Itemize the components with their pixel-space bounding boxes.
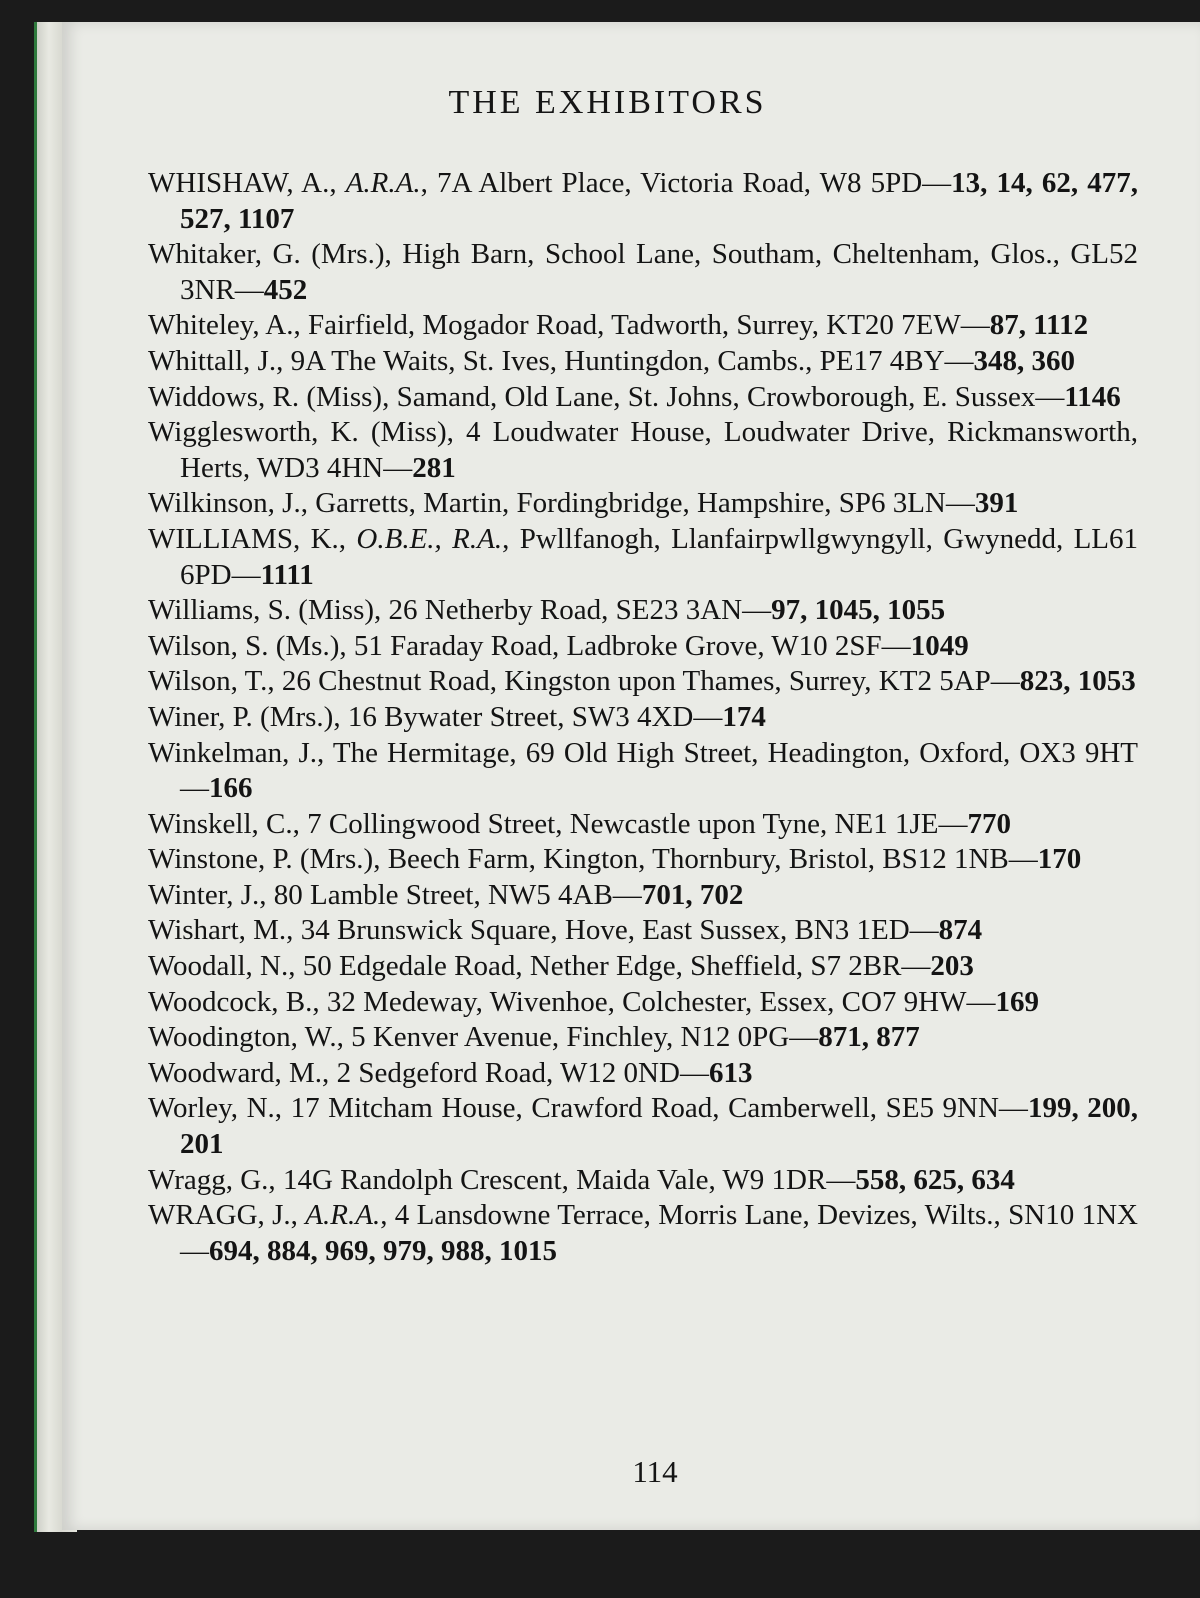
catalogue-numbers: 199, 200, 201 [180, 1092, 1139, 1161]
exhibitor-address: Garretts, Martin, Fordingbridge, Hampshire, SP6 3LN— [315, 487, 975, 520]
catalogue-numbers: 770 [967, 807, 1011, 840]
exhibitor-name: Whittall, J., [148, 344, 291, 377]
catalogue-numbers: 87, 1112 [989, 309, 1089, 342]
exhibitor-name: WHISHAW, A., [148, 167, 346, 199]
exhibitor-entry [148, 842, 1138, 878]
exhibitor-entry [148, 380, 1138, 416]
exhibitor-address: 7 Collingwood Street, Newcastle upon Tyne, NE1 1JE— [307, 807, 968, 840]
exhibitor-name: WILLIAMS, K., [148, 522, 357, 555]
exhibitor-entry [148, 878, 1138, 914]
catalogue-numbers: 871, 877 [818, 1021, 920, 1054]
exhibitor-address: 2 Sedgeford Road, W12 0ND— [336, 1056, 709, 1089]
exhibitor-entry [148, 1198, 1138, 1269]
exhibitor-name: Wilkinson, J., [148, 487, 316, 520]
exhibitor-entry [148, 415, 1138, 486]
catalogue-numbers: 1049 [910, 629, 969, 662]
exhibitor-address: 34 Brunswick Square, Hove, East Sussex, BN3 1ED— [300, 914, 939, 947]
exhibitor-name: Whiteley, A., [148, 309, 308, 342]
catalogue-numbers: 391 [974, 487, 1019, 520]
exhibitor-name: Wragg, G., [148, 1163, 283, 1196]
catalogue-numbers: 281 [412, 451, 456, 484]
catalogue-numbers: 174 [722, 700, 766, 733]
exhibitor-entry [148, 522, 1138, 593]
exhibitor-address: 26 Chestnut Road, Kingston upon Thames, Surrey, KT2 5AP— [281, 665, 1020, 698]
catalogue-numbers: 203 [930, 950, 974, 983]
exhibitor-address: Fairfield, Mogador Road, Tadworth, Surrey, KT20 7EW— [308, 309, 990, 342]
exhibitor-address: 51 Faraday Road, Ladbroke Grove, W10 2SF— [353, 629, 911, 662]
exhibitor-name: Woodington, W., [148, 1021, 352, 1054]
page-heading: THE EXHIBITORS [448, 84, 767, 121]
exhibitor-entry [148, 1020, 1138, 1056]
catalogue-numbers: 558, 625, 634 [855, 1163, 1015, 1196]
catalogue-numbers: 348, 360 [973, 344, 1076, 377]
exhibitor-entry [148, 1163, 1138, 1199]
catalogue-numbers: 97, 1045, 1055 [771, 594, 946, 627]
catalogue-numbers: 701, 702 [641, 878, 744, 911]
exhibitor-address: 16 Bywater Street, SW3 4XD— [347, 700, 723, 733]
exhibitor-entry [148, 308, 1138, 344]
catalogue-numbers: 452 [263, 273, 308, 306]
exhibitor-entry [148, 486, 1138, 522]
exhibitor-list [148, 166, 1138, 1269]
exhibitor-name: Woodall, N., [148, 950, 303, 983]
exhibitor-name: Winter, J., [148, 878, 274, 911]
exhibitor-entry [148, 593, 1138, 629]
exhibitor-address: 5 Kenver Avenue, Finchley, N12 0PG— [351, 1021, 819, 1054]
exhibitor-address: 4 Loudwater House, Loudwater Drive, Rickmansworth, Herts, WD3 4HN— [180, 416, 1138, 484]
exhibitor-name: Whitaker, G. (Mrs.), [148, 238, 403, 271]
exhibitor-entry [148, 985, 1138, 1021]
exhibitor-address: High Barn, School Lane, Southam, Cheltenham, Glos., GL52 3NR— [180, 238, 1138, 306]
exhibitor-entry [148, 736, 1138, 807]
exhibitor-entry [148, 344, 1138, 380]
catalogue-numbers: 166 [209, 772, 253, 805]
exhibitor-honors: A.R.A. [305, 1199, 381, 1232]
exhibitor-name: Woodward, M., [148, 1056, 337, 1089]
exhibitor-entry [148, 1056, 1138, 1092]
exhibitor-address: , Pwllfanogh, Llanfairpwllgwyngyll, Gwynedd, LL61 6PD— [180, 522, 1139, 591]
exhibitor-entry [148, 664, 1138, 700]
exhibitor-entry [148, 237, 1138, 308]
exhibitor-honors: O.B.E., R.A. [356, 522, 503, 555]
catalogue-numbers: 613 [708, 1056, 753, 1089]
exhibitor-address: 14G Randolph Crescent, Maida Vale, W9 1DR— [282, 1163, 856, 1196]
exhibitor-entry [148, 913, 1138, 949]
exhibitor-address: , 7A Albert Place, Victoria Road, W8 5PD— [420, 167, 952, 199]
exhibitor-entry [148, 166, 1138, 237]
exhibitor-entry [148, 1091, 1138, 1162]
page-number: 114 [632, 1454, 678, 1489]
exhibitor-address: Beech Farm, Kington, Thornbury, Bristol, BS12 1NB— [387, 843, 1038, 876]
exhibitor-address: Samand, Old Lane, St. Johns, Crowborough, E. Sussex— [396, 380, 1065, 413]
exhibitor-name: Wilson, S. (Ms.), [148, 629, 354, 662]
catalogue-numbers: 694, 884, 969, 979, 988, 1015 [209, 1234, 557, 1267]
exhibitor-entry [148, 629, 1138, 665]
exhibitor-address: , 4 Lansdowne Terrace, Morris Lane, Devizes, Wilts., SN10 1NX— [180, 1199, 1138, 1267]
exhibitor-honors: A.R.A. [345, 167, 421, 199]
catalogue-numbers: 169 [995, 985, 1039, 1018]
exhibitor-name: Winstone, P. (Mrs.), [148, 843, 388, 876]
catalogue-numbers: 823, 1053 [1019, 665, 1136, 698]
exhibitor-name: Wilson, T., [148, 665, 282, 698]
exhibitor-address: 17 Mitcham House, Crawford Road, Camberwell, SE5 9NN— [290, 1092, 1028, 1125]
exhibitor-name: Wishart, M., [148, 914, 301, 947]
catalogue-numbers: 874 [938, 914, 983, 947]
exhibitor-address: 80 Lamble Street, NW5 4AB— [273, 878, 642, 911]
exhibitor-entry [148, 700, 1138, 736]
exhibitor-name: Woodcock, B., [148, 985, 327, 1018]
exhibitor-address: 9A The Waits, St. Ives, Huntingdon, Cambs., PE17 4BY— [290, 344, 974, 377]
exhibitor-name: WRAGG, J., [148, 1199, 306, 1232]
catalogue-numbers: 170 [1037, 843, 1082, 876]
exhibitor-address: The Hermitage, 69 Old High Street, Headington, Oxford, OX3 9HT— [180, 736, 1139, 805]
exhibitor-name: Widdows, R. (Miss), [148, 380, 397, 413]
catalogue-numbers: 1146 [1064, 380, 1121, 413]
catalogue-numbers: 13, 14, 62, 477, 527, 1107 [180, 167, 1139, 235]
exhibitor-name: Williams, S. (Miss), [148, 594, 389, 627]
exhibitor-name: Wigglesworth, K. (Miss), [148, 416, 466, 449]
exhibitor-name: Worley, N., [148, 1092, 291, 1125]
exhibitor-entry [148, 949, 1138, 985]
exhibitor-name: Winkelman, J., [148, 736, 333, 769]
catalogue-numbers: 1111 [260, 558, 314, 591]
exhibitor-name: Winer, P. (Mrs.), [148, 700, 348, 733]
exhibitor-name: Winskell, C., [148, 807, 308, 840]
exhibitor-address: 26 Netherby Road, SE23 3AN— [388, 594, 772, 627]
exhibitor-entry [148, 807, 1138, 843]
exhibitor-address: 50 Edgedale Road, Nether Edge, Sheffield, S7 2BR— [302, 950, 931, 983]
exhibitor-address: 32 Medeway, Wivenhoe, Colchester, Essex, CO7 9HW— [326, 985, 996, 1018]
